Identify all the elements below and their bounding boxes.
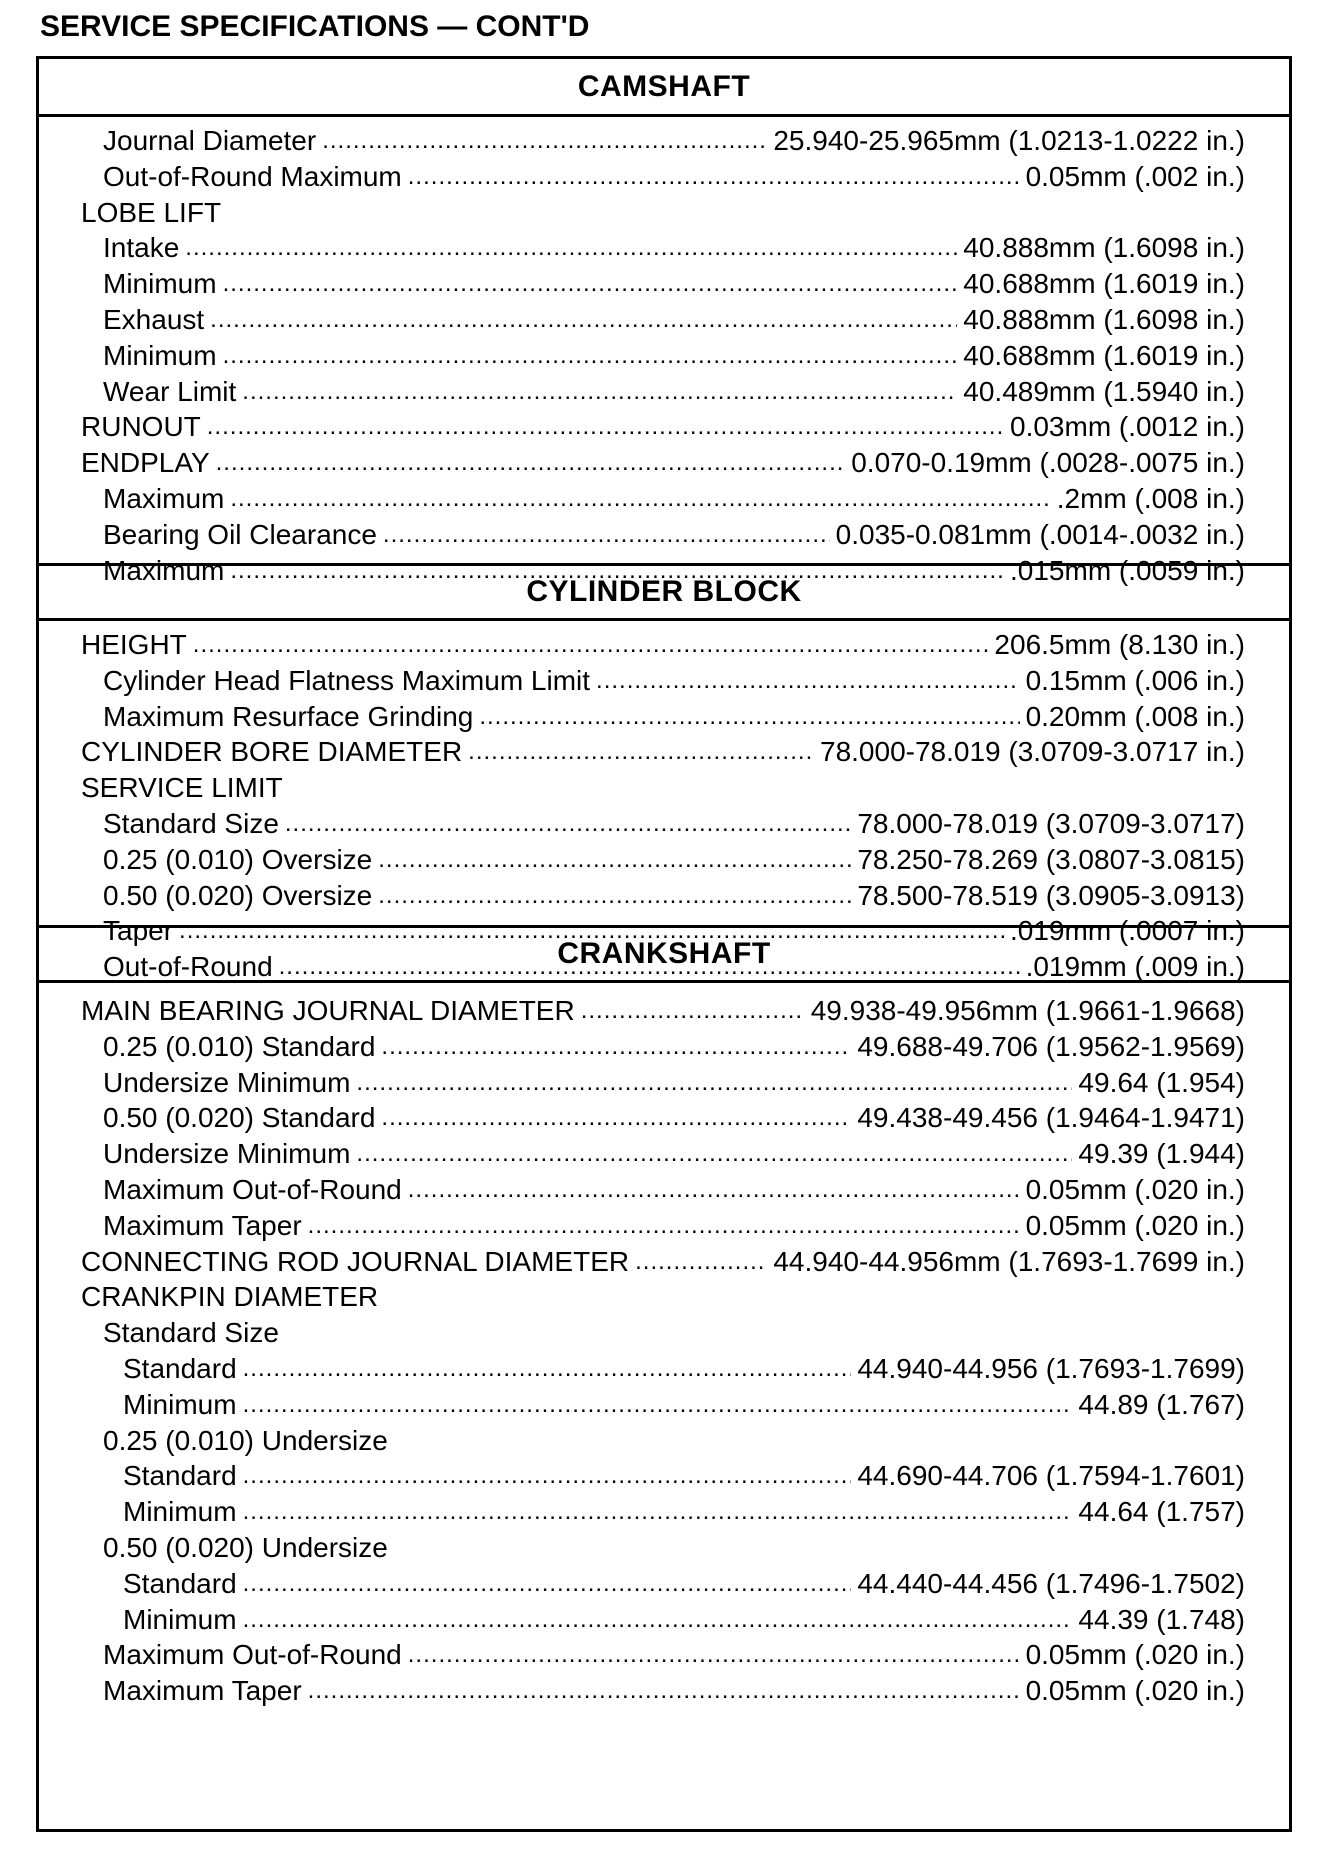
- spec-label: Taper: [103, 915, 174, 947]
- spec-row: [103, 266, 1245, 302]
- spec-value: 25.940-25.965mm (1.0213-1.0222 in.): [773, 125, 1245, 156]
- spec-row: [81, 993, 1245, 1029]
- spec-label: Exhaust: [103, 304, 205, 335]
- spec-table: [36, 56, 1292, 1832]
- dot-leader: [322, 123, 767, 159]
- spec-row: [103, 1208, 1245, 1244]
- spec-value: .015mm (.0059 in.): [1010, 554, 1245, 586]
- spec-label: Standard: [123, 1567, 237, 1599]
- spec-row: [81, 445, 1245, 481]
- dot-leader: [243, 1351, 852, 1387]
- dot-leader: [308, 1208, 1020, 1244]
- spec-value: 0.05mm (.020 in.): [1025, 1639, 1245, 1671]
- dot-leader: [230, 481, 1050, 517]
- dot-leader: [408, 1172, 1020, 1208]
- dot-leader: [356, 1065, 1072, 1101]
- section-header: CYLINDER BLOCK: [39, 563, 1289, 621]
- spec-label: Minimum: [123, 1603, 237, 1635]
- spec-label: Undersize Minimum: [103, 1138, 351, 1170]
- section-header: CRANKSHAFT: [39, 925, 1289, 983]
- dot-leader: [596, 663, 1020, 699]
- spec-row: [81, 627, 1245, 663]
- spec-label: HEIGHT: [81, 629, 187, 660]
- spec-value: 0.05mm (.020 in.): [1025, 1174, 1245, 1205]
- spec-row: [103, 878, 1245, 914]
- spec-value: 0.070-0.19mm (.0028-.0075 in.): [851, 447, 1245, 479]
- spec-row: [81, 409, 1245, 445]
- spec-row: [103, 517, 1245, 553]
- spec-row: [81, 1279, 1245, 1315]
- spec-row: [103, 1172, 1245, 1208]
- spec-value: 40.888mm (1.6098 in.): [963, 232, 1245, 264]
- spec-value: 49.688-49.706 (1.9562-1.9569): [857, 1030, 1245, 1062]
- spec-value: 44.89 (1.767): [1078, 1388, 1245, 1420]
- spec-row: [103, 1673, 1245, 1709]
- spec-row: [103, 1065, 1245, 1101]
- spec-label: Bearing Oil Clearance: [103, 518, 377, 550]
- spec-label: Standard Size: [103, 808, 279, 839]
- spec-value: 49.39 (1.944): [1078, 1138, 1245, 1170]
- spec-row: [103, 481, 1245, 517]
- spec-value: 44.940-44.956 (1.7693-1.7699): [857, 1353, 1245, 1384]
- dot-leader: [408, 159, 1020, 195]
- spec-value: 44.690-44.706 (1.7594-1.7601): [857, 1460, 1245, 1492]
- spec-label: 0.50 (0.020) Standard: [103, 1102, 376, 1134]
- spec-value: 78.000-78.019 (3.0709-3.0717 in.): [820, 736, 1245, 768]
- spec-label: Maximum Out-of-Round: [103, 1639, 402, 1671]
- spec-label: Wear Limit: [103, 375, 237, 407]
- spec-label: 0.50 (0.020) Oversize: [103, 879, 373, 911]
- spec-row: [103, 159, 1245, 195]
- spec-label: Intake: [103, 232, 180, 264]
- spec-label: 0.50 (0.020) Undersize: [103, 1532, 388, 1563]
- spec-row: [103, 806, 1245, 842]
- spec-value: 78.250-78.269 (3.0807-3.0815): [857, 843, 1245, 875]
- spec-row: [81, 1244, 1245, 1280]
- spec-label: 0.25 (0.010) Oversize: [103, 843, 373, 875]
- spec-value: 0.035-0.081mm (.0014-.0032 in.): [835, 518, 1245, 550]
- spec-value: 40.688mm (1.6019 in.): [963, 339, 1245, 371]
- dot-leader: [635, 1244, 767, 1280]
- dot-leader: [243, 1494, 1073, 1530]
- spec-value: 44.440-44.456 (1.7496-1.7502): [857, 1567, 1245, 1599]
- spec-row: [123, 1351, 1245, 1387]
- dot-leader: [242, 374, 957, 410]
- spec-value: 40.688mm (1.6019 in.): [963, 268, 1245, 300]
- dot-leader: [243, 1387, 1073, 1423]
- spec-label: CYLINDER BORE DIAMETER: [81, 736, 463, 768]
- dot-leader: [381, 1029, 851, 1065]
- spec-row: [103, 1637, 1245, 1673]
- spec-value: 78.500-78.519 (3.0905-3.0913): [857, 879, 1245, 911]
- dot-leader: [378, 878, 851, 914]
- spec-value: 0.05mm (.020 in.): [1025, 1209, 1245, 1241]
- dot-leader: [223, 338, 958, 374]
- spec-label: Maximum: [103, 554, 225, 586]
- spec-value: 0.20mm (.008 in.): [1025, 700, 1245, 732]
- dot-leader: [216, 445, 846, 481]
- spec-row: [123, 1566, 1245, 1602]
- spec-value: 44.940-44.956mm (1.7693-1.7699 in.): [773, 1245, 1245, 1277]
- spec-value: 78.000-78.019 (3.0709-3.0717): [857, 808, 1245, 839]
- spec-label: RUNOUT: [81, 411, 201, 443]
- spec-value: 40.489mm (1.5940 in.): [963, 375, 1245, 407]
- dot-leader: [207, 409, 1004, 445]
- spec-value: 44.64 (1.757): [1078, 1496, 1245, 1528]
- section-header: CAMSHAFT: [39, 59, 1289, 117]
- spec-label: Minimum: [123, 1388, 237, 1420]
- spec-value: 0.05mm (.002 in.): [1025, 160, 1245, 192]
- spec-label: 0.25 (0.010) Undersize: [103, 1424, 388, 1456]
- spec-row: [103, 842, 1245, 878]
- dot-leader: [185, 230, 957, 266]
- spec-label: CONNECTING ROD JOURNAL DIAMETER: [81, 1245, 630, 1277]
- spec-row: [81, 195, 1245, 231]
- spec-row: [103, 663, 1245, 699]
- dot-leader: [243, 1458, 852, 1494]
- spec-row: [103, 699, 1245, 735]
- spec-label: Standard Size: [103, 1317, 279, 1349]
- spec-row: [103, 1530, 1245, 1566]
- spec-row: [103, 1315, 1245, 1351]
- spec-label: Maximum Resurface Grinding: [103, 700, 474, 732]
- spec-row: [123, 1387, 1245, 1423]
- spec-row: [103, 1100, 1245, 1136]
- dot-leader: [193, 627, 989, 663]
- spec-value: 49.938-49.956mm (1.9661-1.9668): [810, 995, 1245, 1026]
- dot-leader: [408, 1637, 1020, 1673]
- spec-value: 40.888mm (1.6098 in.): [963, 304, 1245, 335]
- dot-leader: [468, 734, 814, 770]
- spec-label: Minimum: [123, 1496, 237, 1528]
- spec-label: Standard: [123, 1460, 237, 1492]
- spec-row: [103, 1029, 1245, 1065]
- spec-label: Undersize Minimum: [103, 1066, 351, 1098]
- spec-value: 44.39 (1.748): [1078, 1603, 1245, 1635]
- spec-label: CRANKPIN DIAMETER: [81, 1281, 379, 1313]
- spec-row: [81, 770, 1245, 806]
- spec-row: [123, 1458, 1245, 1494]
- spec-value: .019mm (.009 in.): [1025, 951, 1245, 983]
- spec-label: MAIN BEARING JOURNAL DIAMETER: [81, 995, 575, 1026]
- dot-leader: [308, 1673, 1020, 1709]
- spec-label: Standard: [123, 1353, 237, 1384]
- spec-label: Minimum: [103, 339, 217, 371]
- dot-leader: [210, 302, 957, 338]
- spec-value: .019mm (.0007 in.): [1010, 915, 1245, 947]
- spec-value: 206.5mm (8.130 in.): [994, 629, 1245, 660]
- spec-label: 0.25 (0.010) Standard: [103, 1030, 376, 1062]
- dot-leader: [243, 1602, 1073, 1638]
- spec-value: 49.64 (1.954): [1078, 1066, 1245, 1098]
- dot-leader: [383, 517, 830, 553]
- dot-leader: [285, 806, 851, 842]
- spec-value: 0.15mm (.006 in.): [1025, 664, 1245, 696]
- spec-label: SERVICE LIMIT: [81, 772, 283, 804]
- dot-leader: [479, 699, 1019, 735]
- spec-row: [103, 302, 1245, 338]
- spec-row: [103, 374, 1245, 410]
- page-heading: SERVICE SPECIFICATIONS — CONT'D: [40, 10, 590, 43]
- dot-leader: [581, 993, 805, 1029]
- spec-value: .2mm (.008 in.): [1056, 483, 1245, 514]
- spec-row: [123, 1494, 1245, 1530]
- spec-value: 0.03mm (.0012 in.): [1010, 411, 1245, 443]
- spec-label: Out-of-Round Maximum: [103, 160, 402, 192]
- spec-row: [103, 338, 1245, 374]
- spec-label: Maximum Taper: [103, 1209, 302, 1241]
- dot-leader: [223, 266, 958, 302]
- spec-row: [103, 230, 1245, 266]
- spec-label: ENDPLAY: [81, 447, 210, 479]
- spec-label: Out-of-Round: [103, 951, 273, 983]
- spec-label: Maximum: [103, 483, 225, 514]
- spec-value: 49.438-49.456 (1.9464-1.9471): [857, 1102, 1245, 1134]
- spec-row: [123, 1602, 1245, 1638]
- spec-value: 0.05mm (.020 in.): [1025, 1675, 1245, 1707]
- spec-label: Maximum Taper: [103, 1675, 302, 1707]
- spec-row: [103, 1423, 1245, 1459]
- dot-leader: [378, 842, 851, 878]
- spec-row: [103, 1136, 1245, 1172]
- dot-leader: [381, 1100, 851, 1136]
- spec-row: [81, 734, 1245, 770]
- spec-label: Journal Diameter: [103, 125, 317, 156]
- spec-label: Cylinder Head Flatness Maximum Limit: [103, 664, 591, 696]
- spec-label: Maximum Out-of-Round: [103, 1174, 402, 1205]
- spec-row: [103, 123, 1245, 159]
- spec-label: LOBE LIFT: [81, 196, 222, 228]
- dot-leader: [356, 1136, 1072, 1172]
- dot-leader: [243, 1566, 852, 1602]
- spec-label: Minimum: [103, 268, 217, 300]
